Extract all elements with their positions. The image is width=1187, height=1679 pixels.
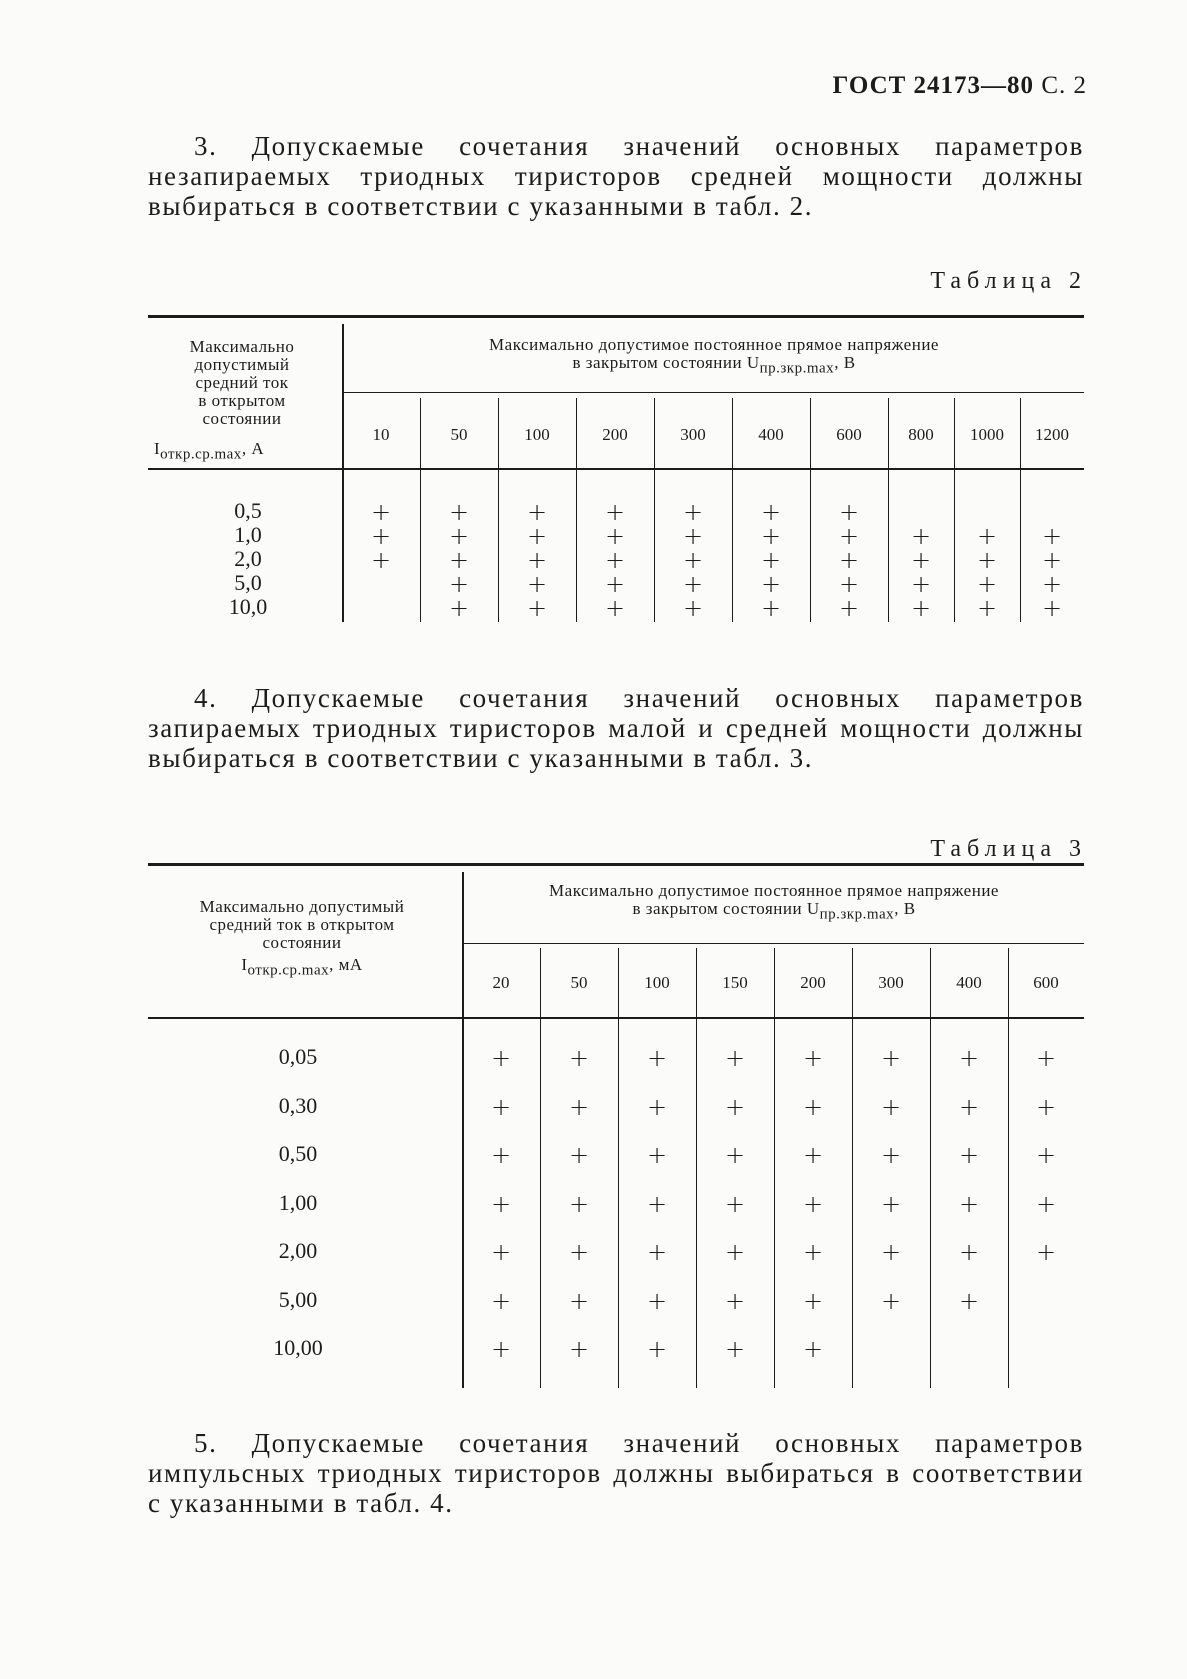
table-2-row-header-line: допустимый xyxy=(194,355,290,374)
table-3-vline xyxy=(774,948,775,1388)
table-3-cell: + xyxy=(568,1189,590,1218)
table-3-cell: + xyxy=(646,1141,668,1169)
table-2-cell: + xyxy=(760,594,782,622)
table-2-cell: + xyxy=(838,594,860,622)
table-2-header-divider xyxy=(342,392,1084,393)
table-2-row-label: 5,0 xyxy=(234,570,262,595)
table-2-row-header-symbol: $I_{откр.ср.max}$, А xyxy=(154,439,265,463)
table-3-row-header-line: средний ток в открытом xyxy=(209,915,395,934)
table-3-cell: + xyxy=(646,1092,668,1121)
table-2-row-label: 0,5 xyxy=(234,498,262,523)
table-3-cell: + xyxy=(568,1092,590,1121)
table-3-caption: Таблица 3 xyxy=(930,836,1087,862)
table-3-cell: + xyxy=(1035,1044,1057,1072)
table-2-cell: + xyxy=(910,546,932,574)
table-3-column-header: 100 xyxy=(644,973,670,992)
table-3-cell: + xyxy=(802,1044,824,1072)
table-2-column-header: 1000 xyxy=(970,425,1004,444)
table-3-vline xyxy=(540,948,541,1388)
table-2-cell: + xyxy=(370,498,392,526)
table-2-cell: + xyxy=(526,594,548,622)
table-2-cell: + xyxy=(604,546,626,574)
table-3-cell: + xyxy=(724,1141,746,1169)
table-3-row-header-symbol: $I_{откр.ср.max}$, мА xyxy=(241,955,363,979)
table-3-row-header xyxy=(150,898,454,952)
table-3-cell: + xyxy=(958,1044,980,1072)
table-2-header-bottom-rule xyxy=(148,468,1084,470)
table-2-column-header: 1200 xyxy=(1035,425,1069,444)
table-2-cell: + xyxy=(910,522,932,550)
table-2-cell: + xyxy=(976,522,998,550)
table-3-cell: + xyxy=(724,1044,746,1072)
table-2-column-header: 10 xyxy=(372,425,390,444)
table-3-cell: + xyxy=(490,1044,512,1072)
table-2-cell: + xyxy=(760,570,782,598)
table-2-cell: + xyxy=(760,546,782,574)
table-3-cell: + xyxy=(646,1335,668,1363)
table-2-cell: + xyxy=(838,498,860,526)
table-3-cell: + xyxy=(490,1335,512,1363)
table-2-row-header-line: Максимально xyxy=(189,337,295,356)
table-3-cell: + xyxy=(880,1189,902,1218)
table-2-cell: + xyxy=(682,570,704,598)
table-3-row-label: 2,00 xyxy=(278,1238,318,1263)
table-2-vline xyxy=(654,398,655,622)
table-3-cell: + xyxy=(958,1141,980,1169)
table-3-vline xyxy=(852,948,853,1388)
table-2-cell: + xyxy=(976,570,998,598)
table-3-column-header: 50 xyxy=(570,973,588,992)
table-2-column-header: 800 xyxy=(908,425,934,444)
table-3-header-divider xyxy=(462,943,1084,944)
table-2-cell: + xyxy=(448,570,470,598)
table-3-column-header: 200 xyxy=(800,973,826,992)
table-3-vline xyxy=(462,872,464,1388)
table-2-cell: + xyxy=(604,498,626,526)
table-3-cell: + xyxy=(724,1092,746,1121)
table-2-column-header: 400 xyxy=(758,425,784,444)
table-3-cell: + xyxy=(490,1286,512,1315)
table-3-cell: + xyxy=(958,1092,980,1121)
paragraph-5: 5. Допускаемые сочетания значений основных параметров импульсных триодных тиристоров должны выбираться в соответствии с указанными в табл. 4. xyxy=(148,1428,1084,1518)
paragraph-3: 3. Допускаемые сочетания значений основных параметров незапираемых триодных тиристоров средней мощности должны выбираться в соответствии с указанными в табл. 2. xyxy=(148,131,1084,221)
table-3-vline xyxy=(1008,948,1009,1388)
table-3-column-header: 150 xyxy=(722,973,748,992)
table-2-vline xyxy=(576,398,577,622)
table-2-cell: + xyxy=(976,594,998,622)
table-2-vline xyxy=(420,398,421,622)
table-2-cell: + xyxy=(838,570,860,598)
table-3-cell: + xyxy=(958,1238,980,1266)
table-3-cell: + xyxy=(568,1238,590,1266)
table-2-cell: + xyxy=(526,498,548,526)
table-3-cell: + xyxy=(802,1238,824,1266)
table-3-cell: + xyxy=(490,1238,512,1266)
table-2-row-label: 2,0 xyxy=(234,546,262,571)
table-3-cell: + xyxy=(724,1238,746,1266)
table-3-row-header-line: Максимально допустимый xyxy=(199,897,405,916)
table-3-cell: + xyxy=(568,1335,590,1363)
table-3-cell: + xyxy=(802,1286,824,1315)
table-3-cell: + xyxy=(880,1141,902,1169)
table-3-cell: + xyxy=(880,1286,902,1315)
table-2-row-header-line: состоянии xyxy=(202,409,282,428)
table-2-cell: + xyxy=(1041,546,1063,574)
table-3-cell: + xyxy=(568,1286,590,1315)
table-3-cell: + xyxy=(958,1189,980,1218)
table-3-cell: + xyxy=(802,1141,824,1169)
table-2-cell: + xyxy=(526,522,548,550)
table-3-header-bottom-rule xyxy=(148,1017,1084,1019)
table-2-cell: + xyxy=(910,594,932,622)
table-2-cell: + xyxy=(370,546,392,574)
table-3-column-group-header: Максимально допустимое постоянное прямое напряжение в закрытом состоянии $U_{пр.зкр.max}$, В xyxy=(549,881,999,923)
table-2-cell: + xyxy=(448,498,470,526)
table-3-cell: + xyxy=(490,1141,512,1169)
standard-number: ГОСТ 24173—80 xyxy=(832,72,1035,99)
table-2-cell: + xyxy=(448,522,470,550)
table-2-cell: + xyxy=(1041,522,1063,550)
table-3-cell: + xyxy=(646,1286,668,1315)
table-2-cell: + xyxy=(976,546,998,574)
table-3-cell: + xyxy=(490,1189,512,1218)
table-3-cell: + xyxy=(724,1189,746,1218)
page-number: С. 2 xyxy=(1041,72,1087,99)
table-2-vline xyxy=(342,324,344,622)
page-header xyxy=(833,72,1087,100)
table-2-cell: + xyxy=(526,546,548,574)
table-2-cell: + xyxy=(1041,570,1063,598)
table-2-cell: + xyxy=(448,594,470,622)
table-2-cell: + xyxy=(760,522,782,550)
table-2-cell: + xyxy=(682,594,704,622)
table-2-row-header-line: в открытом xyxy=(198,391,286,410)
table-3-cell: + xyxy=(646,1189,668,1218)
table-2-cell: + xyxy=(604,594,626,622)
table-3-column-header: 20 xyxy=(492,973,510,992)
table-3-cell: + xyxy=(880,1044,902,1072)
table-2-column-header: 600 xyxy=(836,425,862,444)
table-2-row-header xyxy=(150,338,334,428)
table-3-row-label: 1,00 xyxy=(278,1189,318,1215)
table-3-row-label: 0,30 xyxy=(278,1092,318,1118)
table-3-cell: + xyxy=(958,1286,980,1315)
table-3-row-label: 10,00 xyxy=(273,1335,323,1360)
table-3-cell: + xyxy=(880,1092,902,1121)
table-3-cell: + xyxy=(490,1092,512,1121)
table-3-cell: + xyxy=(646,1238,668,1266)
table-2-top-rule xyxy=(148,315,1084,318)
table-3-cell: + xyxy=(568,1044,590,1072)
table-3-cell: + xyxy=(880,1238,902,1266)
table-3-column-header: 600 xyxy=(1033,973,1059,992)
table-2-column-group-header: Максимально допустимое постоянное прямое напряжение в закрытом состоянии $U_{пр.зкр.max}$, В xyxy=(489,335,939,377)
table-2-vline xyxy=(810,398,811,622)
table-2-row-label: 1,0 xyxy=(234,522,262,547)
table-3-row-header-line: состоянии xyxy=(262,933,342,952)
table-2-cell: + xyxy=(370,522,392,550)
paragraph-4: 4. Допускаемые сочетания значений основных параметров запираемых триодных тиристоров малой и средней мощности должны выбираться в соответствии с указанными в табл. 3. xyxy=(148,683,1084,773)
table-3-row-label: 0,50 xyxy=(278,1141,318,1166)
table-3-column-header: 300 xyxy=(878,973,904,992)
table-2-row-header-line: средний ток xyxy=(195,373,289,392)
table-3-cell: + xyxy=(724,1286,746,1315)
table-2-cell: + xyxy=(526,570,548,598)
table-2-cell: + xyxy=(682,522,704,550)
table-3-top-rule xyxy=(148,863,1084,866)
table-3-cell: + xyxy=(1035,1238,1057,1266)
table-2-cell: + xyxy=(448,546,470,574)
table-3-vline xyxy=(930,948,931,1388)
table-2-row-label: 10,0 xyxy=(228,594,268,619)
table-2-cell: + xyxy=(910,570,932,598)
table-3-cell: + xyxy=(802,1092,824,1121)
table-2-cell: + xyxy=(682,498,704,526)
table-3-cell: + xyxy=(1035,1141,1057,1169)
table-2-cell: + xyxy=(604,570,626,598)
table-3-cell: + xyxy=(1035,1092,1057,1121)
table-2-caption: Таблица 2 xyxy=(930,268,1087,294)
table-2-cell: + xyxy=(760,498,782,526)
table-3-cell: + xyxy=(802,1335,824,1363)
table-2-cell: + xyxy=(838,546,860,574)
table-3-vline xyxy=(618,948,619,1388)
table-3-row-label: 5,00 xyxy=(278,1286,318,1312)
table-2-column-header: 100 xyxy=(524,425,550,444)
table-2-cell: + xyxy=(604,522,626,550)
table-2-vline xyxy=(732,398,733,622)
table-2-column-header: 50 xyxy=(450,425,468,444)
table-3-cell: + xyxy=(1035,1189,1057,1218)
table-3-cell: + xyxy=(646,1044,668,1072)
table-2-cell: + xyxy=(838,522,860,550)
table-2-cell: + xyxy=(682,546,704,574)
table-2-column-header: 300 xyxy=(680,425,706,444)
table-3-vline xyxy=(696,948,697,1388)
table-3-cell: + xyxy=(802,1189,824,1218)
table-2-vline xyxy=(498,398,499,622)
table-3-cell: + xyxy=(724,1335,746,1363)
table-3-column-header: 400 xyxy=(956,973,982,992)
table-2-cell: + xyxy=(1041,594,1063,622)
table-2-column-header: 200 xyxy=(602,425,628,444)
table-3-cell: + xyxy=(568,1141,590,1169)
table-3-row-label: 0,05 xyxy=(278,1044,318,1069)
